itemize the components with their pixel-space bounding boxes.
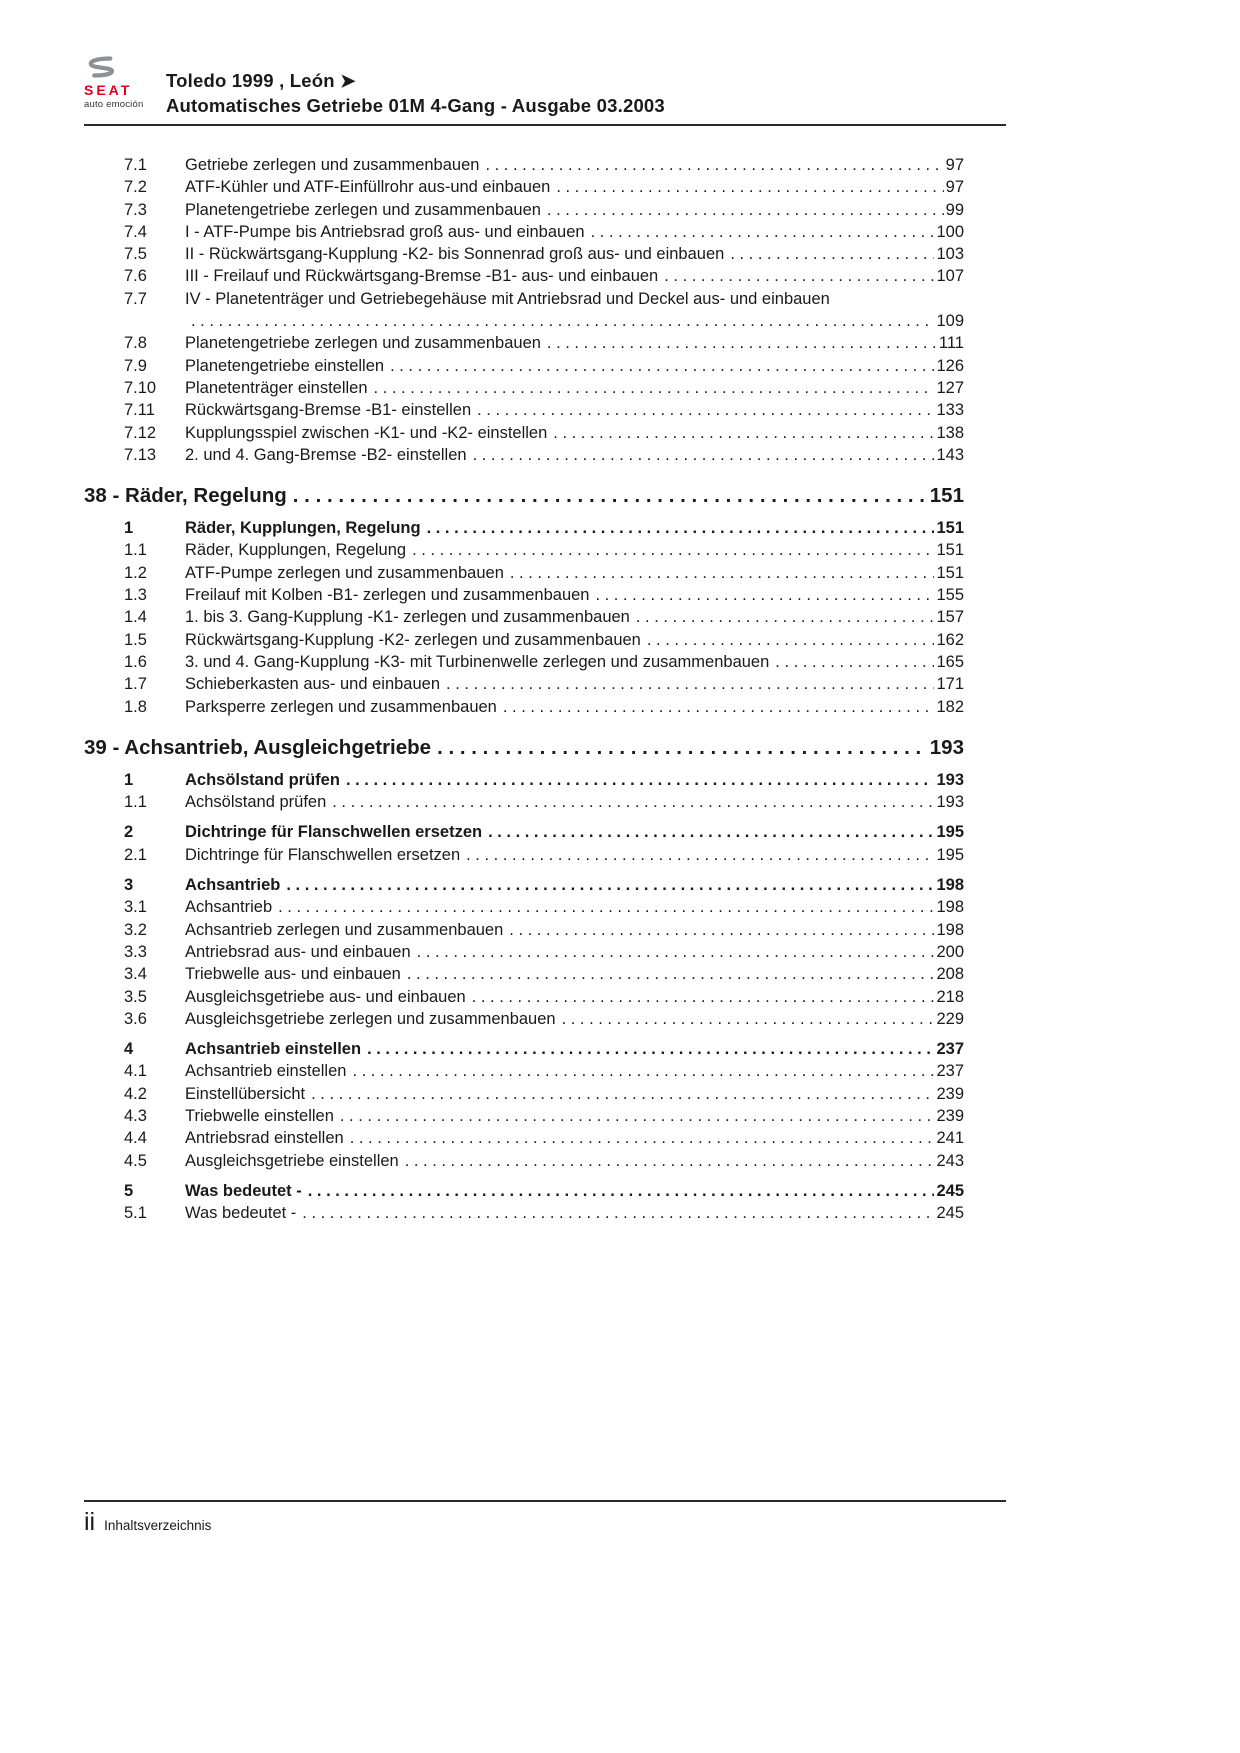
dot-leader (390, 355, 934, 377)
toc-entry-title: Freilauf mit Kolben -B1- zerlegen und zusammenbauen (185, 586, 590, 605)
toc-entry-page: 245 (936, 1204, 964, 1223)
seat-s-icon (84, 56, 118, 82)
dot-leader (473, 444, 935, 466)
dot-leader (664, 265, 934, 287)
toc-entry-title: III - Freilauf und Rückwärtsgang-Bremse -B1- aus- und einbauen (185, 267, 659, 286)
toc-entry-page: 243 (936, 1151, 964, 1170)
dot-leader (437, 735, 928, 761)
toc-entry-number: 3.4 (124, 965, 147, 984)
dot-leader (407, 963, 935, 985)
toc-entry-title: Kupplungsspiel zwischen -K1- und -K2- einstellen (185, 423, 548, 442)
seat-tagline: auto emoción (84, 99, 144, 111)
dot-leader (488, 821, 934, 843)
toc-entry-title: Triebwelle aus- und einbauen (185, 965, 401, 984)
toc-entry-title: Achsölstand prüfen (185, 793, 327, 812)
toc-entry-page: 157 (936, 608, 964, 627)
toc-entry-title: Planetengetriebe zerlegen und zusammenbauen (185, 200, 541, 219)
toc-entry-number: 7.8 (124, 334, 147, 353)
dot-leader (477, 399, 934, 421)
toc-entry-number: 7.9 (124, 356, 147, 375)
toc-entry-page: 245 (936, 1181, 964, 1200)
toc-chapter-label: 39 - Achsantrieb, Ausgleichgetriebe (84, 735, 432, 759)
toc-entry-title: Räder, Kupplungen, Regelung (185, 541, 407, 560)
toc-entry-number: 7.5 (124, 245, 147, 264)
toc-entry-title: Räder, Kupplungen, Regelung (185, 519, 421, 538)
toc-chapter-page: 193 (929, 735, 964, 759)
dot-leader (278, 896, 934, 918)
dot-leader (417, 941, 935, 963)
toc-entry-number: 1 (124, 519, 134, 538)
toc-entry-number: 1.4 (124, 608, 147, 627)
toc-entry-page: 126 (936, 356, 964, 375)
header-rule (84, 124, 1006, 126)
dot-leader (562, 1008, 935, 1030)
toc-entry-number: 1.2 (124, 563, 147, 582)
toc-entry-title: Antriebsrad einstellen (185, 1129, 344, 1148)
toc-entry-title: Getriebe zerlegen und zusammenbauen (185, 156, 480, 174)
toc-entry-page: 133 (936, 401, 964, 420)
toc-entry-number: 7.2 (124, 178, 147, 197)
toc-entry-number: 1.8 (124, 697, 147, 716)
toc-entry-number: 3.2 (124, 920, 147, 939)
toc-entry-number: 1.5 (124, 630, 147, 649)
toc-entry-page: 171 (936, 675, 964, 694)
toc-entry-page: 237 (936, 1062, 964, 1081)
toc-entry-number: 2 (124, 823, 134, 842)
toc-entry-page: 97 (945, 156, 964, 174)
toc-entry (84, 1083, 1006, 1105)
dot-leader (412, 539, 934, 561)
toc-entry-number: 3.1 (124, 898, 147, 917)
dot-leader (503, 696, 935, 718)
toc-entry (84, 539, 1006, 561)
toc-entry (84, 399, 1006, 421)
toc-entry (84, 422, 1006, 444)
toc-entry-number: 7.10 (124, 378, 157, 397)
toc-entry-number: 3.3 (124, 942, 147, 961)
toc-entry-number: 4.1 (124, 1062, 147, 1081)
toc-entry (84, 1127, 1006, 1149)
dot-leader (472, 986, 935, 1008)
toc-entry-title: Achsantrieb (185, 898, 273, 917)
toc-entry-number: 2.1 (124, 845, 147, 864)
toc-entry-title: Parksperre zerlegen und zusammenbauen (185, 697, 497, 716)
toc-entry-number: 7.4 (124, 222, 147, 241)
dot-leader (340, 1105, 935, 1127)
dot-leader (367, 1038, 934, 1060)
toc-entry-page: 200 (936, 942, 964, 961)
dot-leader (352, 1060, 934, 1082)
toc-entry-page: 241 (936, 1129, 964, 1148)
dot-leader (332, 791, 934, 813)
toc-chapter-label: 38 - Räder, Regelung (84, 484, 287, 508)
dot-leader (775, 651, 934, 673)
toc-entry-title: I - ATF-Pumpe bis Antriebsrad groß aus- und einbauen (185, 222, 585, 241)
toc-entry-page: 198 (936, 920, 964, 939)
toc-entry-number: 4.4 (124, 1129, 147, 1148)
document-title-line2: Automatisches Getriebe 01M 4-Gang - Ausgabe 03.2003 (166, 95, 665, 116)
toc-entry-page: 239 (936, 1106, 964, 1125)
toc-entry (84, 1060, 1006, 1082)
toc-entry-page: 218 (936, 987, 964, 1006)
toc-entry-title: ATF-Pumpe zerlegen und zusammenbauen (185, 563, 504, 582)
dot-leader (346, 769, 935, 791)
dot-leader (547, 199, 944, 221)
toc-entry-page: 239 (936, 1084, 964, 1103)
toc-entry-page: 155 (936, 586, 964, 605)
toc-entry-number: 5 (124, 1181, 134, 1200)
toc-entry (84, 265, 1006, 287)
toc-entry-number: 1.1 (124, 793, 147, 812)
dot-leader (350, 1127, 935, 1149)
toc-entry (84, 1202, 1006, 1224)
document-title-line1: Toledo 1999 , León ➤ (166, 70, 356, 91)
dot-leader (308, 1180, 935, 1202)
toc-entry (84, 673, 1006, 695)
toc-entry-number: 1 (124, 770, 134, 789)
toc-entry-number: 7.11 (124, 401, 155, 420)
footer-page-number: ii (84, 1508, 96, 1536)
toc-entry-page: 151 (936, 563, 964, 582)
toc-entry (84, 896, 1006, 918)
toc-entry-number: 7.12 (124, 423, 157, 442)
toc-entry-page: 151 (936, 519, 964, 538)
dot-leader (286, 874, 934, 896)
dot-leader (293, 483, 928, 509)
toc-entry (84, 154, 1006, 176)
toc-entry-page: 151 (936, 541, 964, 560)
dot-leader (311, 1083, 934, 1105)
toc-entry-page: 97 (945, 178, 964, 197)
dot-leader (405, 1150, 935, 1172)
dot-leader (374, 377, 935, 399)
toc-entry-title: 3. und 4. Gang-Kupplung -K3- mit Turbinenwelle zerlegen und zusammenbauen (185, 652, 770, 671)
toc-entry-title: II - Rückwärtsgang-Kupplung -K2- bis Sonnenrad groß aus- und einbauen (185, 245, 725, 264)
toc-entry-page: 100 (936, 222, 964, 241)
toc-entry-title: Triebwelle einstellen (185, 1106, 334, 1125)
toc-entry-page: 109 (936, 312, 964, 331)
dot-leader (302, 1202, 934, 1224)
toc-entry (84, 332, 1006, 354)
toc-entry (84, 629, 1006, 651)
toc-section (84, 154, 1006, 466)
toc-entry-number: 7.13 (124, 445, 157, 464)
toc-section (84, 735, 1006, 1225)
toc-entry (84, 821, 1006, 843)
toc-entry (84, 1008, 1006, 1030)
toc-entry-title: ATF-Kühler und ATF-Einfüllrohr aus-und einbauen (185, 178, 551, 197)
toc-entry (84, 769, 1006, 791)
toc-entry-title: Ausgleichsgetriebe aus- und einbauen (185, 987, 466, 1006)
toc-entry-number: 7.7 (124, 289, 147, 308)
toc-entry (84, 243, 1006, 265)
toc-entry-title: 2. und 4. Gang-Bremse -B2- einstellen (185, 445, 467, 464)
toc-entry-number: 7.1 (124, 156, 147, 174)
toc-entry-page: 198 (936, 876, 964, 895)
dot-leader (446, 673, 934, 695)
toc-entry-page: 111 (938, 334, 964, 353)
toc-entry (84, 199, 1006, 221)
dot-leader (547, 332, 937, 354)
footer-line (84, 1510, 1006, 1535)
toc-entry-title: Was bedeutet - (185, 1204, 297, 1223)
toc-entry (84, 584, 1006, 606)
toc-entry (84, 221, 1006, 243)
toc-entry-title: Achsantrieb einstellen (185, 1062, 347, 1081)
dot-leader (485, 154, 943, 176)
dot-leader (509, 919, 934, 941)
footer (84, 1494, 1006, 1535)
footer-rule (84, 1500, 1006, 1502)
toc-entry-page: 103 (936, 245, 964, 264)
toc-entry (84, 1105, 1006, 1127)
toc-entry (84, 651, 1006, 673)
toc-entry-title: Achsantrieb zerlegen und zusammenbauen (185, 920, 504, 939)
toc-entry (84, 919, 1006, 941)
toc-entry-number: 3.6 (124, 1009, 147, 1028)
toc-entry (84, 963, 1006, 985)
toc-entry (84, 941, 1006, 963)
toc-entry-title: Ausgleichsgetriebe einstellen (185, 1151, 399, 1170)
toc-entry-number: 3.5 (124, 987, 147, 1006)
toc-entry-page: 143 (936, 445, 964, 464)
toc (84, 154, 1006, 1224)
toc-entry-title: Achsölstand prüfen (185, 770, 340, 789)
toc-entry-page: 99 (945, 200, 964, 219)
toc-entry-page: 237 (936, 1040, 964, 1059)
toc-entry-page: 198 (936, 898, 964, 917)
toc-entry-title: Planetengetriebe einstellen (185, 356, 385, 375)
toc-entry-title: Was bedeutet - (185, 1181, 302, 1200)
dot-leader (510, 562, 935, 584)
seat-logo (84, 56, 152, 110)
toc-entry-page: 193 (936, 770, 964, 789)
toc-entry-page: 182 (936, 697, 964, 716)
toc-entry-title: Dichtringe für Flanschwellen ersetzen (185, 845, 461, 864)
header (84, 56, 1006, 118)
toc-entry (84, 517, 1006, 539)
toc-entry-title: IV - Planetenträger und Getriebegehäuse mit Antriebsrad und Deckel aus- und einbauen (185, 289, 830, 308)
toc-entry (84, 696, 1006, 718)
toc-entry (84, 874, 1006, 896)
toc-entry (84, 444, 1006, 466)
toc-entry (84, 986, 1006, 1008)
toc-entry (84, 562, 1006, 584)
toc-entry-title: Achsantrieb (185, 876, 281, 895)
toc-entry-number: 1.6 (124, 652, 147, 671)
toc-chapter-heading (84, 483, 1006, 509)
toc-entry-page: 229 (936, 1009, 964, 1028)
toc-entry-title: Rückwärtsgang-Kupplung -K2- zerlegen und zusammenbauen (185, 630, 641, 649)
toc-entry-page: 193 (936, 793, 964, 812)
toc-entry-title: Antriebsrad aus- und einbauen (185, 942, 411, 961)
toc-entry (84, 606, 1006, 628)
toc-entry-page: 162 (936, 630, 964, 649)
dot-leader (556, 176, 943, 198)
toc-entry-number: 4.5 (124, 1151, 147, 1170)
toc-entry (84, 288, 1006, 310)
toc-entry-title: Ausgleichsgetriebe zerlegen und zusammenbauen (185, 1009, 556, 1028)
toc-entry-page: 127 (936, 378, 964, 397)
toc-entry-number: 1.3 (124, 586, 147, 605)
toc-entry-title: 1. bis 3. Gang-Kupplung -K1- zerlegen und zusammenbauen (185, 608, 630, 627)
dot-leader (647, 629, 935, 651)
dot-leader (466, 844, 934, 866)
toc-entry-page: 107 (936, 267, 964, 286)
toc-entry (84, 1150, 1006, 1172)
toc-entry-number: 4.2 (124, 1084, 147, 1103)
toc-entry-title: Planetengetriebe zerlegen und zusammenbauen (185, 334, 541, 353)
toc-entry-page: 195 (936, 845, 964, 864)
toc-entry (84, 176, 1006, 198)
dot-leader (427, 517, 935, 539)
toc-section (84, 483, 1006, 718)
dot-leader (553, 422, 934, 444)
page-content (84, 0, 1006, 1224)
toc-entry-title: Schieberkasten aus- und einbauen (185, 675, 441, 694)
seat-wordmark: SEAT (84, 82, 133, 98)
toc-entry-title: Einstellübersicht (185, 1084, 306, 1103)
toc-entry-number: 3 (124, 876, 134, 895)
toc-entry (84, 377, 1006, 399)
toc-entry (84, 1180, 1006, 1202)
toc-entry-continuation (84, 310, 1006, 332)
toc-entry-number: 4.3 (124, 1106, 147, 1125)
toc-entry-title: Dichtringe für Flanschwellen ersetzen (185, 823, 483, 842)
toc-entry-number: 7.3 (124, 200, 147, 219)
footer-section-name: Inhaltsverzeichnis (104, 1518, 212, 1533)
toc-entry-number: 4 (124, 1040, 134, 1059)
dot-leader (730, 243, 934, 265)
toc-entry-number: 1.1 (124, 541, 147, 560)
toc-entry (84, 355, 1006, 377)
toc-entry (84, 844, 1006, 866)
dot-leader (591, 221, 935, 243)
toc-entry (84, 1038, 1006, 1060)
document-titles (166, 56, 665, 118)
toc-entry-page: 138 (936, 423, 964, 442)
toc-entry-number: 7.6 (124, 267, 147, 286)
dot-leader (191, 310, 934, 332)
toc-entry-number: 1.7 (124, 675, 147, 694)
toc-entry-title: Planetenträger einstellen (185, 378, 368, 397)
toc-entry-title: Achsantrieb einstellen (185, 1040, 362, 1059)
toc-chapter-page: 151 (929, 484, 964, 508)
toc-chapter-heading (84, 735, 1006, 761)
toc-entry-page: 165 (936, 652, 964, 671)
dot-leader (636, 606, 935, 628)
toc-entry-page: 208 (936, 965, 964, 984)
toc-entry-page: 195 (936, 823, 964, 842)
dot-leader (595, 584, 934, 606)
toc-entry-number: 5.1 (124, 1204, 147, 1223)
toc-entry (84, 791, 1006, 813)
toc-entry-title: Rückwärtsgang-Bremse -B1- einstellen (185, 401, 472, 420)
